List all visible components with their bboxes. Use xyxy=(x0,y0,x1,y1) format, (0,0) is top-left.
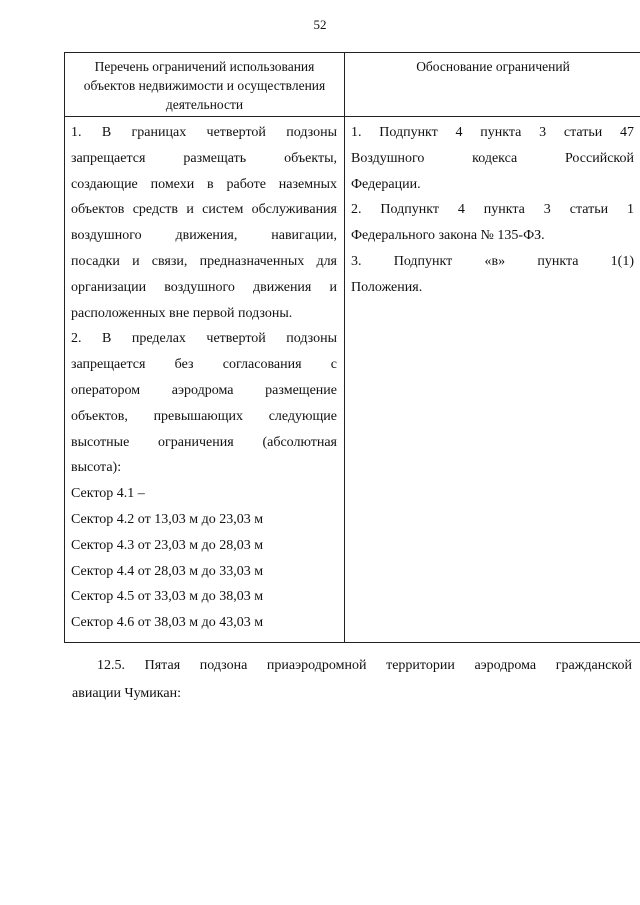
restriction-line: 1. В границах четвертой подзоны xyxy=(71,125,337,140)
restrictions-cell xyxy=(65,117,345,643)
restriction-line: организации воздушного движения и xyxy=(71,279,337,295)
sector-line: Сектор 4.6 от 38,03 м до 43,03 м xyxy=(71,615,264,631)
restrictions-table xyxy=(64,52,640,643)
header-justification: Обоснование ограничений xyxy=(345,53,640,117)
justification-line: 2. Подпункт 4 пункта 3 статьи 1 xyxy=(351,202,634,218)
justification-line: Федерации. xyxy=(351,176,421,192)
justification-line: Положения. xyxy=(351,279,423,295)
sector-line: Сектор 4.1 – xyxy=(71,486,145,502)
restriction-line: воздушного движения, навигации, xyxy=(71,228,337,244)
restriction-line: высотные ограничения (абсолютная xyxy=(71,434,337,450)
sector-line: Сектор 4.4 от 28,03 м до 33,03 м xyxy=(71,563,264,579)
section-paragraph xyxy=(72,652,632,708)
sector-line: Сектор 4.5 от 33,03 м до 38,03 м xyxy=(71,589,264,605)
restriction-line: 2. В пределах четвертой подзоны xyxy=(71,331,337,347)
justification-cell xyxy=(345,117,640,643)
justification-line: Федерального закона № 135-ФЗ. xyxy=(351,228,545,244)
table-row xyxy=(65,117,640,643)
restriction-line: посадки и связи, предназначенных для xyxy=(71,253,337,269)
paragraph-line: авиации Чумикан: xyxy=(72,686,181,701)
justification-line: Воздушного кодекса Российской xyxy=(351,150,634,166)
sector-line: Сектор 4.3 от 23,03 м до 28,03 м xyxy=(71,537,264,553)
restriction-line: создающие помехи в работе наземных xyxy=(71,176,337,192)
paragraph-line: 12.5. Пятая подзона приаэродромной территории аэродрома гражданской xyxy=(97,658,632,673)
restriction-line: расположенных вне первой подзоны. xyxy=(71,305,293,321)
justification-line: 3. Подпункт «в» пункта 1(1) xyxy=(351,253,634,269)
sector-line: Сектор 4.2 от 13,03 м до 23,03 м xyxy=(71,511,264,527)
page-number: 52 xyxy=(313,17,327,32)
table-header-row xyxy=(65,53,640,117)
restriction-line: высота): xyxy=(71,460,122,476)
header-restrictions-list: Перечень ограничений использования объектов недвижимости и осуществления деятельности xyxy=(65,53,345,117)
restriction-line: объектов средств и систем обслуживания xyxy=(71,202,337,218)
restriction-line: оператором аэродрома размещение xyxy=(71,382,337,398)
justification-line: 1. Подпункт 4 пункта 3 статьи 47 xyxy=(351,125,634,140)
restriction-line: объектов, превышающих следующие xyxy=(71,408,337,424)
restriction-line: запрещается без согласования с xyxy=(71,357,337,373)
restriction-line: запрещается размещать объекты, xyxy=(71,150,337,166)
